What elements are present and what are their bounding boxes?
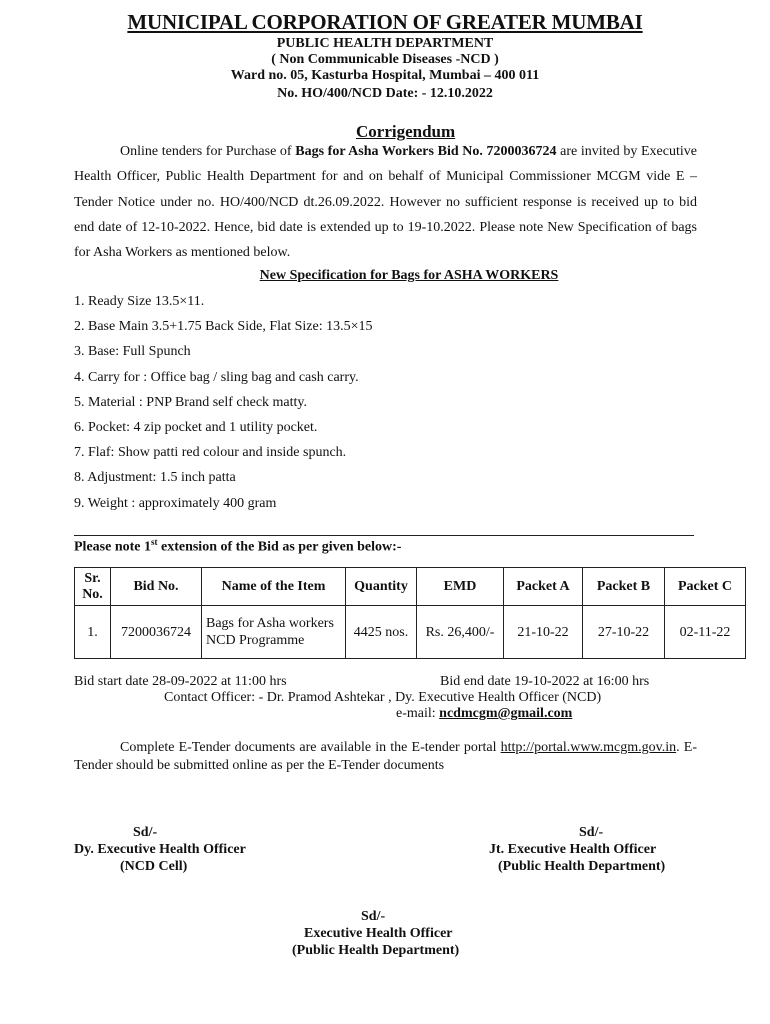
signatory-title: Dy. Executive Health Officer (74, 842, 246, 857)
ward-address: Ward no. 05, Kasturba Hospital, Mumbai – 400 011 (230, 68, 540, 83)
bid-start-date: Bid start date 28-09-2022 at 11:00 hrs (74, 674, 287, 689)
table-cell: 7200036724 (111, 606, 202, 659)
table-cell: 1. (75, 606, 111, 659)
corrigendum-heading: Corrigendum (356, 122, 456, 141)
intro-text-rest: are invited by Executive Health Officer, Public Health Department for and on behalf of Municipal Commissioner MCGM vide E – Tender Notice under no. HO/400/NCD dt.26.09.2022. However no sufficient response is received up to bid end date of 12-10-2022. Hence, bid date is extended up to 19-10.2022. Please note New Specification of bags for Asha Workers as mentioned below. (74, 144, 697, 261)
signature-sd: Sd/- (133, 825, 158, 840)
table-header-row (75, 568, 746, 606)
spec-item: 5. Material : PNP Brand self check matty. (74, 394, 308, 410)
spec-item: 2. Base Main 3.5+1.75 Back Side, Flat Size: 13.5×15 (74, 319, 373, 335)
signatory-unit: (NCD Cell) (120, 859, 188, 874)
signatory-title: Jt. Executive Health Officer (489, 842, 657, 857)
column-header: Packet B (583, 568, 665, 606)
table-cell: 27-10-22 (583, 606, 665, 659)
extension-note-ordinal: st (150, 537, 158, 547)
reference-number: No. HO/400/NCD Date: - 12.10.2022 (277, 86, 493, 101)
email-label: e-mail: (396, 706, 440, 721)
table-cell: 02-11-22 (665, 606, 746, 659)
table-cell: Bags for Asha workers NCD Programme (202, 606, 346, 659)
bid-end-date: Bid end date 19-10-2022 at 16:00 hrs (440, 674, 650, 689)
spec-item: 6. Pocket: 4 zip pocket and 1 utility pocket. (74, 419, 318, 435)
table-cell: 21-10-22 (504, 606, 583, 659)
spec-item: 9. Weight : approximately 400 gram (74, 495, 277, 511)
column-header: Quantity (346, 568, 417, 606)
email-link[interactable]: ncdmcgm@gmail.com (439, 706, 573, 721)
spec-item: 7. Flaf: Show patti red colour and inside spunch. (74, 445, 347, 461)
portal-text: Complete E-Tender documents are available in the E-tender portal (120, 740, 501, 755)
spec-item: 8. Adjustment: 1.5 inch patta (74, 470, 236, 486)
horizontal-divider (74, 535, 694, 536)
ncd-subtitle: ( Non Communicable Diseases -NCD ) (271, 52, 499, 67)
column-header: Bid No. (111, 568, 202, 606)
portal-link[interactable]: http://portal.www.mcgm.gov.in (500, 740, 677, 755)
specification-list (74, 292, 372, 519)
corrigendum-paragraph (74, 139, 697, 265)
signature-sd: Sd/- (579, 825, 604, 840)
bid-table (74, 567, 746, 659)
column-header: Name of the Item (202, 568, 346, 606)
contact-officer: Contact Officer: - Dr. Pramod Ashtekar , Dy. Executive Health Officer (NCD) (164, 690, 602, 705)
signatory-unit: (Public Health Department) (498, 859, 666, 874)
signatory-unit: (Public Health Department) (292, 943, 460, 958)
extension-note (74, 537, 401, 556)
table-cell: 4425 nos. (346, 606, 417, 659)
spec-item: 3. Base: Full Spunch (74, 344, 191, 360)
intro-text: Online tenders for Purchase of (120, 144, 296, 159)
spec-item: 4. Carry for : Office bag / sling bag and cash carry. (74, 369, 359, 385)
spec-item: 1. Ready Size 13.5×11. (74, 294, 205, 309)
email-line (396, 706, 572, 722)
signatory-title: Executive Health Officer (304, 926, 453, 941)
table-cell: Rs. 26,400/- (417, 606, 504, 659)
column-header: Sr. No. (75, 568, 111, 606)
portal-paragraph (74, 739, 697, 774)
department-name: PUBLIC HEALTH DEPARTMENT (276, 36, 494, 51)
specification-heading: New Specification for Bags for ASHA WORKERS (259, 268, 559, 283)
document-title: MUNICIPAL CORPORATION OF GREATER MUMBAI (127, 10, 643, 34)
table-row (75, 606, 746, 659)
extension-note-text-rest: extension of the Bid as per given below:- (157, 539, 402, 555)
column-header: Packet C (665, 568, 746, 606)
column-header: EMD (417, 568, 504, 606)
extension-note-text: Please note 1 (74, 539, 151, 555)
signature-sd: Sd/- (361, 909, 386, 924)
intro-bid-highlight: Bags for Asha Workers Bid No. 7200036724 (295, 144, 557, 159)
column-header: Packet A (504, 568, 583, 606)
portal-text-rest: . E-Tender should be submitted online as per the E-Tender documents (74, 740, 697, 773)
